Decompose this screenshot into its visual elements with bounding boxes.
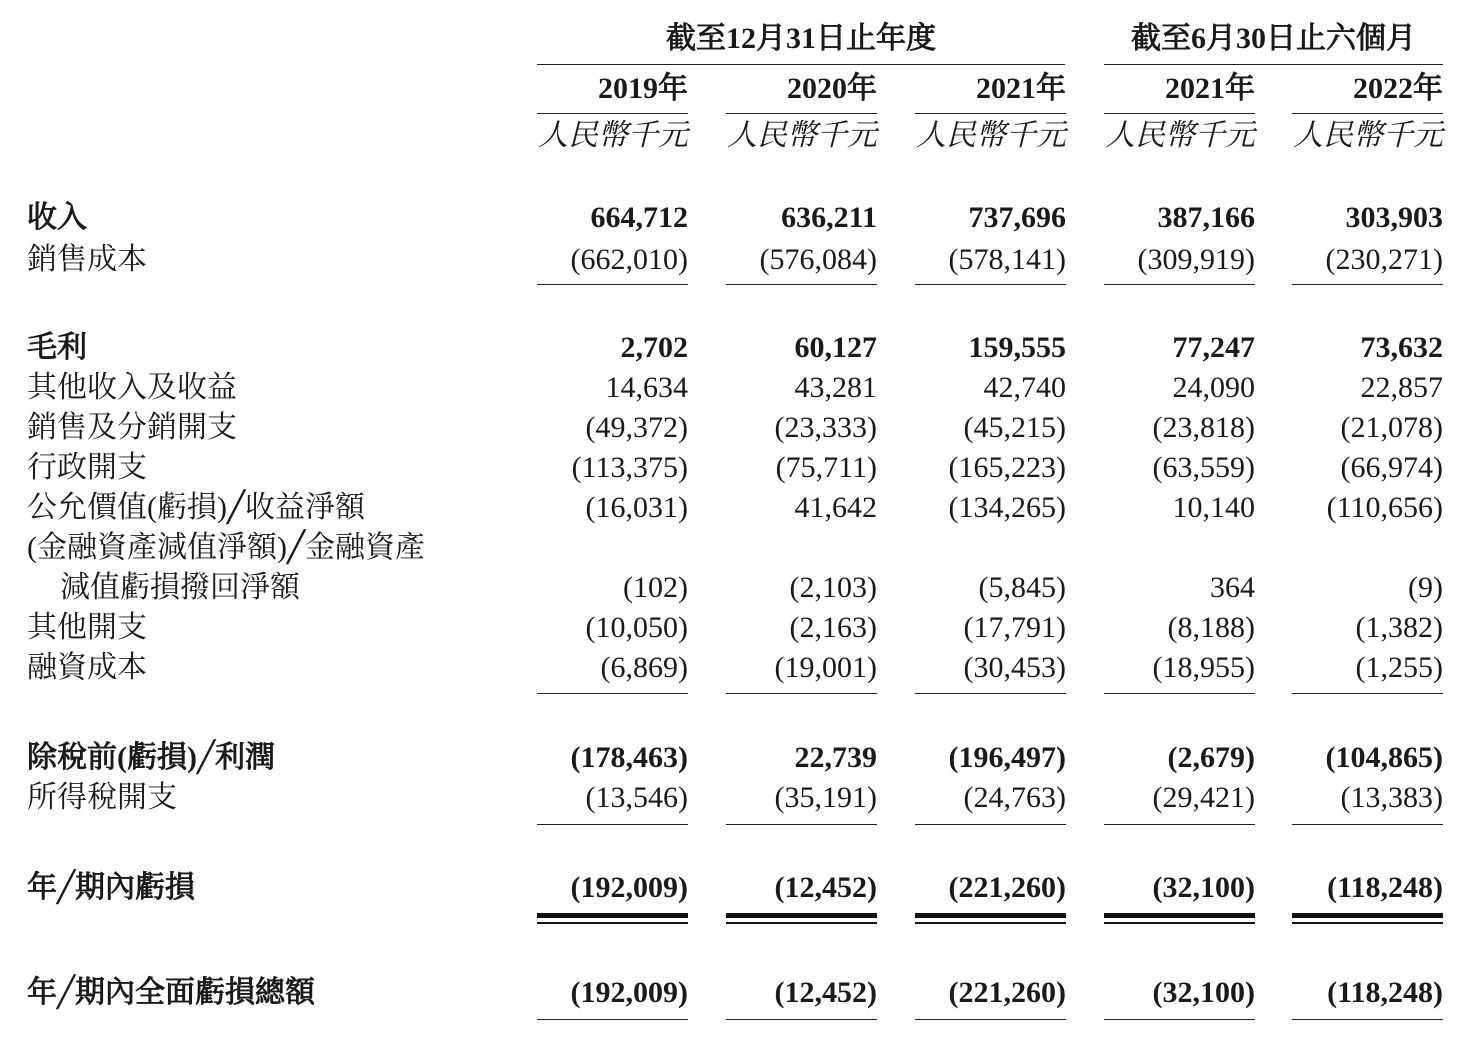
row-label-impairment-line1: (金融資產減值淨額)╱金融資產 (27, 531, 426, 564)
subtotal-rule (915, 284, 1066, 285)
year-header-rule (1292, 113, 1443, 114)
row-label-selling-expenses: 銷售及分銷開支 (27, 411, 237, 444)
table-cell: (192,009) (570, 976, 688, 1009)
unit-header: 人民幣千元 (1293, 119, 1443, 152)
table-cell: (221,260) (948, 976, 1066, 1009)
unit-header: 人民幣千元 (1105, 119, 1255, 152)
table-cell: (104,865) (1325, 741, 1443, 774)
row-label-total-comprehensive-loss: 年╱期內全面虧損總額 (27, 976, 316, 1009)
table-cell: (2,679) (1167, 741, 1255, 774)
table-cell: (110,656) (1326, 491, 1443, 524)
table-cell: (165,223) (948, 451, 1066, 484)
table-cell: (9) (1408, 571, 1443, 604)
table-cell: (102) (623, 571, 688, 604)
table-cell: (5,845) (978, 571, 1066, 604)
year-header: 2019年 (598, 72, 688, 105)
table-cell: (12,452) (774, 976, 877, 1009)
table-cell: (118,248) (1327, 871, 1443, 904)
table-cell: 737,696 (968, 201, 1066, 234)
closing-rule (1104, 1019, 1255, 1020)
table-cell: (221,260) (948, 871, 1066, 904)
year-header: 2022年 (1353, 72, 1443, 105)
unit-header: 人民幣千元 (727, 119, 877, 152)
table-cell: (196,497) (948, 741, 1066, 774)
closing-rule (537, 1019, 688, 1020)
subtotal-rule (915, 693, 1066, 694)
table-cell: (45,215) (963, 411, 1066, 444)
table-cell: 14,634 (605, 371, 688, 404)
table-cell: 22,857 (1360, 371, 1443, 404)
table-cell: (18,955) (1152, 651, 1255, 684)
table-cell: (23,333) (774, 411, 877, 444)
row-label-income-tax: 所得稅開支 (27, 781, 177, 814)
total-double-rule (1292, 913, 1443, 924)
header-group-fiscal-year-rule (537, 64, 1065, 65)
table-cell: (16,031) (585, 491, 688, 524)
table-cell: (1,382) (1355, 611, 1443, 644)
table-cell: 22,739 (794, 741, 877, 774)
year-header: 2020年 (787, 72, 877, 105)
table-cell: (23,818) (1152, 411, 1255, 444)
row-label-profit-before-tax: 除稅前(虧損)╱利潤 (27, 741, 276, 774)
table-cell: 303,903 (1345, 201, 1443, 234)
subtotal-rule (1104, 693, 1255, 694)
table-cell: (6,869) (600, 651, 688, 684)
header-group-fiscal-year: 截至12月31日止年度 (666, 22, 936, 55)
table-cell: (32,100) (1152, 871, 1255, 904)
subtotal-rule (1292, 824, 1443, 825)
table-cell: 664,712 (590, 201, 688, 234)
table-cell: (134,265) (948, 491, 1066, 524)
table-cell: 2,702 (620, 331, 688, 364)
table-cell: 364 (1210, 571, 1255, 604)
subtotal-rule (1104, 824, 1255, 825)
subtotal-rule (537, 824, 688, 825)
table-cell: (192,009) (570, 871, 688, 904)
table-cell: (66,974) (1340, 451, 1443, 484)
table-cell: 77,247 (1172, 331, 1255, 364)
row-label-other-income: 其他收入及收益 (27, 371, 237, 404)
table-cell: (2,103) (789, 571, 877, 604)
subtotal-rule (1292, 284, 1443, 285)
table-cell: (13,546) (585, 781, 688, 814)
total-double-rule (1104, 913, 1255, 924)
subtotal-rule (537, 693, 688, 694)
table-cell: (309,919) (1137, 243, 1255, 276)
subtotal-rule (1292, 693, 1443, 694)
table-cell: (19,001) (774, 651, 877, 684)
row-label-revenue: 收入 (27, 201, 87, 234)
row-label-other-expenses: 其他開支 (27, 611, 147, 644)
table-cell: (8,188) (1167, 611, 1255, 644)
table-cell: 24,090 (1172, 371, 1255, 404)
subtotal-rule (1104, 284, 1255, 285)
header-group-six-months: 截至6月30日止六個月 (1131, 22, 1416, 55)
row-label-admin-expenses: 行政開支 (27, 451, 147, 484)
table-cell: (113,375) (571, 451, 688, 484)
subtotal-rule (726, 693, 877, 694)
year-header-rule (1104, 113, 1255, 114)
table-cell: (30,453) (963, 651, 1066, 684)
table-cell: (10,050) (585, 611, 688, 644)
table-cell: (13,383) (1340, 781, 1443, 814)
subtotal-rule (726, 284, 877, 285)
table-cell: (578,141) (948, 243, 1066, 276)
table-cell: 43,281 (794, 371, 877, 404)
unit-header: 人民幣千元 (916, 119, 1066, 152)
table-cell: 60,127 (794, 331, 877, 364)
table-cell: (49,372) (585, 411, 688, 444)
unit-header: 人民幣千元 (538, 119, 688, 152)
table-cell: (118,248) (1327, 976, 1443, 1009)
table-cell: (17,791) (963, 611, 1066, 644)
year-header: 2021年 (976, 72, 1066, 105)
table-cell: 73,632 (1360, 331, 1443, 364)
table-cell: (75,711) (775, 451, 877, 484)
subtotal-rule (915, 824, 1066, 825)
table-cell: 636,211 (781, 201, 877, 234)
row-label-fair-value: 公允價值(虧損)╱收益淨額 (27, 491, 366, 524)
row-label-finance-costs: 融資成本 (27, 651, 147, 684)
row-label-cost-of-sales: 銷售成本 (27, 243, 147, 276)
table-cell: (178,463) (570, 741, 688, 774)
table-cell: (2,163) (789, 611, 877, 644)
closing-rule (915, 1019, 1066, 1020)
table-cell: 10,140 (1172, 491, 1255, 524)
total-double-rule (537, 913, 688, 924)
total-double-rule (915, 913, 1066, 924)
table-cell: (576,084) (759, 243, 877, 276)
table-cell: (1,255) (1355, 651, 1443, 684)
table-cell: (32,100) (1152, 976, 1255, 1009)
row-label-loss-for-period: 年╱期內虧損 (27, 871, 196, 904)
year-header-rule (915, 113, 1066, 114)
table-cell: (230,271) (1325, 243, 1443, 276)
table-cell: (29,421) (1152, 781, 1255, 814)
subtotal-rule (537, 284, 688, 285)
row-label-gross-profit: 毛利 (27, 331, 87, 364)
year-header-rule (537, 113, 688, 114)
table-cell: 159,555 (968, 331, 1066, 364)
table-cell: (63,559) (1152, 451, 1255, 484)
table-cell: 387,166 (1157, 201, 1255, 234)
closing-rule (1292, 1019, 1443, 1020)
table-cell: 41,642 (794, 491, 877, 524)
table-cell: 42,740 (983, 371, 1066, 404)
table-cell: (21,078) (1340, 411, 1443, 444)
subtotal-rule (726, 824, 877, 825)
table-cell: (24,763) (963, 781, 1066, 814)
table-cell: (12,452) (774, 871, 877, 904)
year-header: 2021年 (1165, 72, 1255, 105)
table-cell: (662,010) (570, 243, 688, 276)
year-header-rule (726, 113, 877, 114)
header-group-six-months-rule (1104, 64, 1443, 65)
table-cell: (35,191) (774, 781, 877, 814)
closing-rule (726, 1019, 877, 1020)
row-label-impairment-line2: 減值虧損撥回淨額 (60, 571, 300, 604)
total-double-rule (726, 913, 877, 924)
